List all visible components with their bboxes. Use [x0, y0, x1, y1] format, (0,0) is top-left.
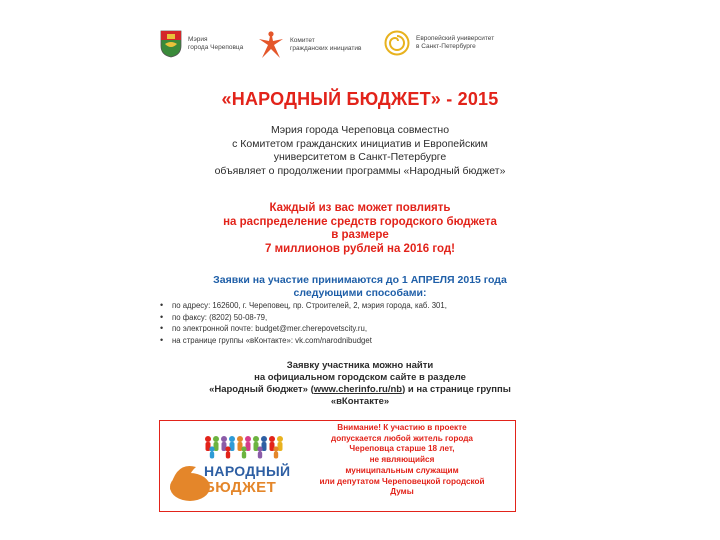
committee-line-2: гражданских инициатив [290, 45, 362, 52]
application-heading-line: следующими способами: [293, 287, 427, 299]
notice-line: Череповца старше 18 лет, [349, 444, 455, 454]
notice-line: или депутатом Череповецкой городской [319, 476, 485, 486]
eligibility-notice-box [159, 420, 516, 512]
committee-logo-block [258, 30, 368, 60]
brand-word-budget: БЮДЖЕТ [204, 479, 277, 496]
narodny-budget-logo [166, 431, 296, 507]
find-line [150, 384, 570, 396]
notice-line: муниципальным служащим [345, 465, 459, 475]
notice-line: не являющийся [369, 455, 435, 465]
method-vk-group[interactable]: • на странице группы «вКонтакте»: vk.com/narodnibudget [160, 335, 560, 347]
intro-line: Мэрия города Череповца совместно [270, 124, 450, 136]
mayor-line-1: Мэрия [188, 36, 208, 43]
university-logo-text [416, 35, 536, 51]
find-line-prefix: «Народный бюджет» ( [209, 384, 314, 395]
notice-line: Думы [390, 487, 414, 497]
application-methods-list [160, 300, 560, 346]
page-title: «НАРОДНЫЙ БЮДЖЕТ» - 2015 [221, 89, 499, 109]
application-heading [150, 274, 570, 300]
spiral-sun-icon [384, 30, 410, 56]
committee-line-1: Комитет [290, 37, 315, 44]
coat-of-arms-icon [160, 30, 182, 58]
university-line-2: в Санкт-Петербурге [416, 43, 476, 50]
method-email[interactable]: • по электронной почте: budget@mer.cherepovetscity.ru, [160, 323, 560, 335]
find-line: на официальном городском сайте в разделе [254, 372, 466, 383]
mayor-logo-block [160, 30, 266, 58]
find-application-info [150, 360, 570, 408]
highlight-line: на распределение средств городского бюджета [223, 215, 497, 228]
application-heading-line: Заявки на участие принимаются до 1 АПРЕЛЯ 2015 года [213, 274, 507, 286]
highlight-line: 7 миллионов рублей на 2016 год! [265, 242, 455, 255]
website-link[interactable]: www.cherinfo.ru/nb [313, 384, 403, 395]
notice-line: допускается любой житель города [331, 433, 473, 443]
find-line: «вКонтакте» [330, 396, 390, 407]
brand-word-narodny: НАРОДНЫЙ [204, 463, 291, 479]
university-logo-block [384, 30, 536, 56]
find-line-suffix: ) и на странице группы [402, 384, 511, 395]
method-fax: • по факсу: (8202) 50-08-79, [160, 312, 560, 324]
intro-line: с Комитетом гражданских инициатив и Европейским [232, 137, 488, 150]
highlight-line: в размере [331, 229, 389, 241]
highlight-line: Каждый из вас может повлиять [269, 202, 451, 214]
method-postal-address: • по адресу: 162600, г. Череповец, пр. Строителей, 2, мэрия города, каб. 301, [160, 300, 560, 312]
mayor-line-2: города Череповца [188, 44, 244, 51]
budget-highlight [150, 202, 570, 256]
partner-logos [160, 30, 520, 72]
star-figure-icon [258, 30, 284, 60]
notice-line: Внимание! К участию в проекте [337, 423, 467, 432]
intro-line: университетом в Санкт-Петербурге [273, 151, 447, 163]
university-line-1: Европейский университет [416, 35, 495, 42]
mayor-logo-text [188, 36, 266, 52]
intro-paragraph [150, 124, 570, 178]
eligibility-notice-text [296, 423, 508, 498]
intro-line: объявляет о продолжении программы «Народный бюджет» [214, 164, 506, 177]
committee-logo-text [290, 37, 368, 53]
find-line: Заявку участника можно найти [286, 360, 434, 371]
